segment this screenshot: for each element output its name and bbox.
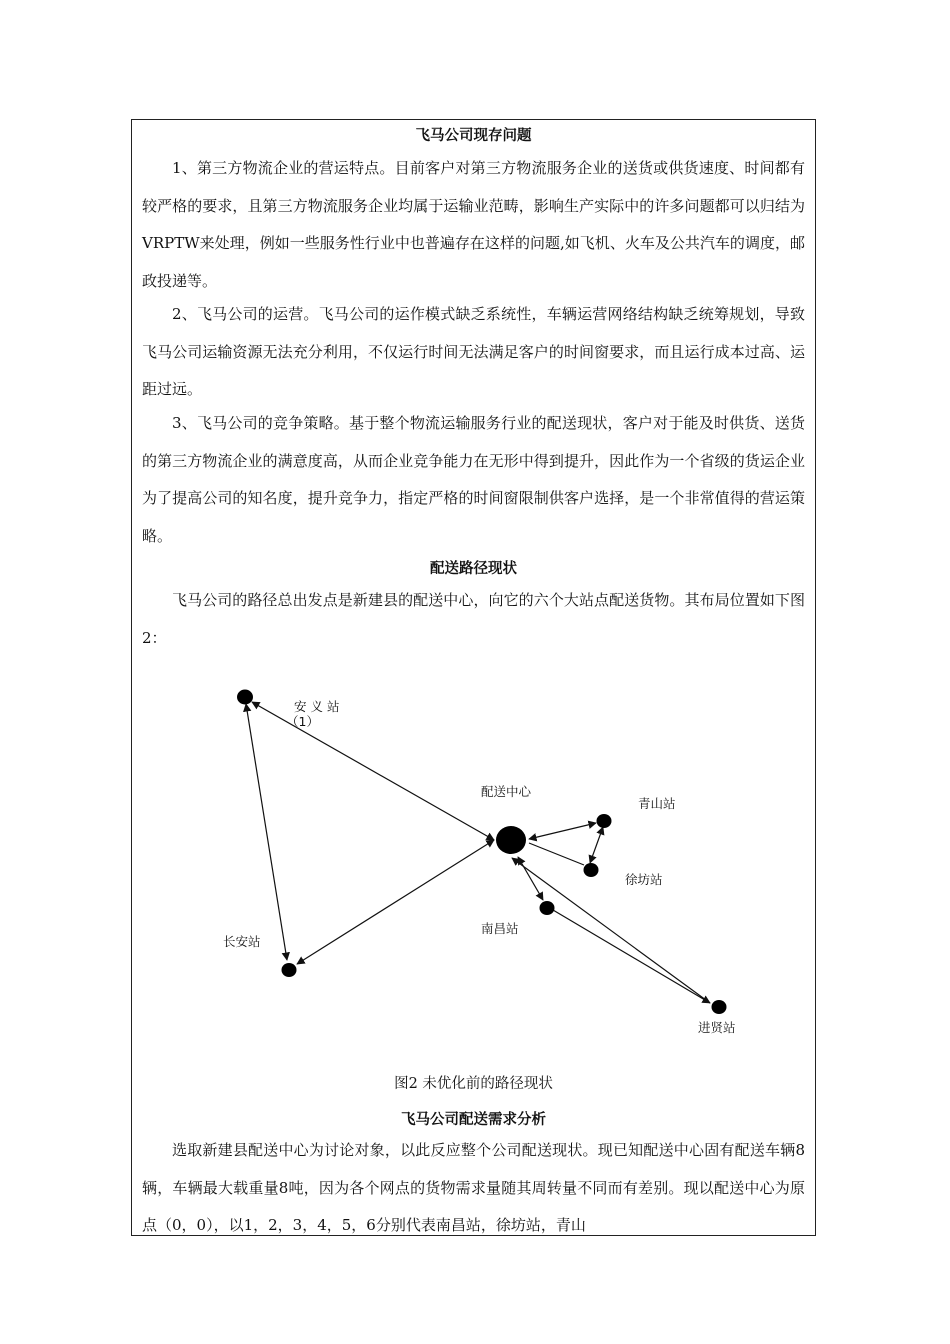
figure-caption: 图2 未优化前的路径现状 [394,1076,553,1092]
route-center-jinxian [512,858,710,1003]
node-jinxian [712,1000,727,1014]
label-changan: 长安站 [223,934,261,949]
node-qingshan [597,814,612,828]
section-title-demand: 飞马公司配送需求分析 [401,1112,546,1128]
label-anyi: 安 义 站 [294,699,340,714]
route-center-xufang [529,843,584,865]
node-xufang [584,863,599,877]
route-diagram [192,670,752,1050]
route-anyi-changan [246,704,287,960]
label-qingshan: 青山站 [638,796,676,811]
paragraph-demand-1: 选取新建县配送中心为讨论对象，以此反应整个公司配送现状。现已知配送中心固有配送车辆8辆，车辆最大载重量8吨，因为各个网点的货物需求量随其周转量不同而有差别。现以配送中心为原点（0，0），以1，2，3，4，5，6分别代表南昌站，徐坊站，青山 [142,1141,805,1234]
paragraph-problems-3: 3、飞马公司的竞争策略。基于整个物流运输服务行业的配送现状，客户对于能及时供货、送货的第三方物流企业的满意度高，从而企业竞争能力在无形中得到提升，因此作为一个省级的货运企业为了提高公司的知名度，提升竞争力，指定严格的时间窗限制供客户选择，是一个非常值得的营运策略。 [142,414,805,545]
paragraph-routes-1: 飞马公司的路径总出发点是新建县的配送中心，向它的六个大站点配送货物。其布局位置如下图2： [142,591,805,647]
node-changan [282,963,297,977]
route-diagram-svg [192,670,752,1050]
paragraph-problems-2: 2、飞马公司的运营。飞马公司的运作模式缺乏系统性，车辆运营网络结构缺乏统筹规划，导致飞马公司运输资源无法充分利用，不仅运行时间无法满足客户的时间窗要求，而且运行成本过高、运距过远。 [142,305,805,398]
route-qingshan-xufang [590,827,603,863]
route-center-qingshan [529,823,596,839]
document-frame [131,119,816,1236]
section-title-routes: 配送路径现状 [430,561,517,577]
route-changan-center [297,840,494,964]
label-anyi-num: （1） [286,714,319,729]
route-nanchang-jinxian [553,910,710,1003]
node-nanchang [540,901,555,915]
node-center [496,826,526,854]
paragraph-problems-1: 1、第三方物流企业的营运特点。目前客户对第三方物流服务企业的送货或供货速度、时间都有较严格的要求，且第三方物流服务企业均属于运输业范畴，影响生产实际中的许多问题都可以归结为VRPTW来处理，例如一些服务性行业中也普遍存在这样的问题,如飞机、火车及公共汽车的调度，邮政投递等。 [142,159,805,290]
label-center: 配送中心 [481,784,532,799]
node-anyi [237,690,253,705]
label-nanchang: 南昌站 [481,921,519,936]
label-xufang: 徐坊站 [625,872,663,887]
label-jinxian: 进贤站 [698,1020,736,1035]
section-title-problems: 飞马公司现存问题 [415,128,532,144]
